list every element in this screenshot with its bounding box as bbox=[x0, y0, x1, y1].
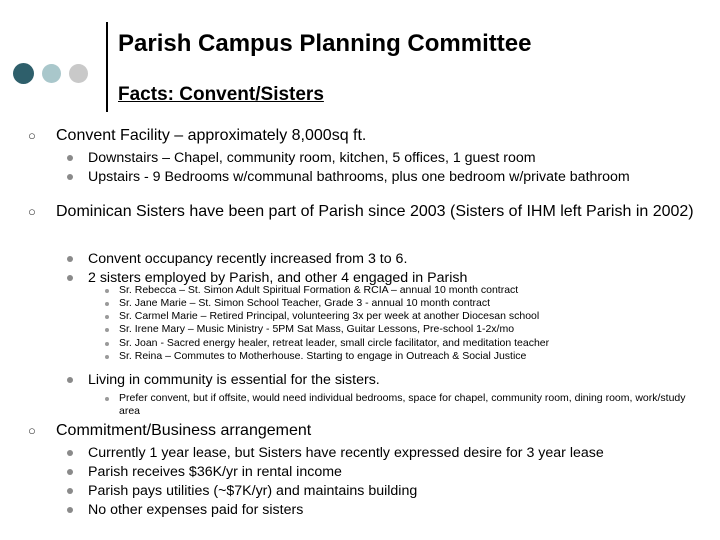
dot-bullet-icon bbox=[67, 377, 73, 383]
ring-bullet-icon: ○ bbox=[28, 128, 36, 143]
section-heading: Commitment/Business arrangement bbox=[56, 422, 312, 439]
decorative-circle-light bbox=[42, 64, 61, 83]
ring-bullet-icon: ○ bbox=[28, 204, 36, 219]
small-bullet-icon bbox=[105, 302, 109, 306]
dot-bullet-icon bbox=[67, 155, 73, 161]
small-bullet-icon bbox=[105, 289, 109, 293]
dot-bullet-icon bbox=[67, 450, 73, 456]
dot-bullet-icon bbox=[67, 507, 73, 513]
small-bullet-icon bbox=[105, 397, 109, 401]
list-item: Downstairs – Chapel, community room, kitchen, 5 offices, 1 guest room bbox=[88, 150, 536, 166]
list-item: Parish pays utilities (~$7K/yr) and maintains building bbox=[88, 483, 418, 499]
title-divider-line bbox=[106, 22, 108, 112]
list-item: No other expenses paid for sisters bbox=[88, 502, 304, 518]
dot-bullet-icon bbox=[67, 488, 73, 494]
small-bullet-icon bbox=[105, 342, 109, 346]
sister-item: Sr. Jane Marie – St. Simon School Teacher, Grade 3 - annual 10 month contract bbox=[119, 297, 491, 309]
community-note: Prefer convent, but if offsite, would need individual bedrooms, space for chapel, community room, dining room, work/study area bbox=[119, 392, 686, 417]
list-item: Convent occupancy recently increased from 3 to 6. bbox=[88, 251, 408, 267]
dot-bullet-icon bbox=[67, 275, 73, 281]
decorative-circle-dark bbox=[13, 63, 34, 84]
decorative-circle-gray bbox=[69, 64, 88, 83]
ring-bullet-icon: ○ bbox=[28, 423, 36, 438]
section-heading: Convent Facility – approximately 8,000sq ft. bbox=[56, 127, 367, 144]
sister-item: Sr. Irene Mary – Music Ministry - 5PM Sat Mass, Guitar Lessons, Pre-school 1-2x/mo bbox=[119, 323, 515, 335]
slide-title: Parish Campus Planning Committee bbox=[118, 30, 532, 57]
list-item: Parish receives $36K/yr in rental income bbox=[88, 464, 342, 480]
sister-item: Sr. Carmel Marie – Retired Principal, volunteering 3x per week at another Diocesan school bbox=[119, 310, 540, 322]
sister-item: Sr. Joan - Sacred energy healer, retreat leader, small circle facilitator, and meditation teacher bbox=[119, 337, 550, 349]
list-item: Living in community is essential for the sisters. bbox=[88, 372, 380, 388]
section-heading: Dominican Sisters have been part of Parish since 2003 (Sisters of IHM left Parish in 2002) bbox=[56, 203, 694, 220]
slide-subtitle: Facts: Convent/Sisters bbox=[118, 84, 324, 105]
small-bullet-icon bbox=[105, 355, 109, 359]
small-bullet-icon bbox=[105, 315, 109, 319]
list-item: Currently 1 year lease, but Sisters have recently expressed desire for 3 year lease bbox=[88, 445, 604, 461]
dot-bullet-icon bbox=[67, 174, 73, 180]
list-item: Upstairs - 9 Bedrooms w/communal bathrooms, plus one bedroom w/private bathroom bbox=[88, 169, 630, 185]
dot-bullet-icon bbox=[67, 469, 73, 475]
dot-bullet-icon bbox=[67, 256, 73, 262]
small-bullet-icon bbox=[105, 328, 109, 332]
list-item: 2 sisters employed by Parish, and other 4 engaged in Parish bbox=[88, 270, 468, 286]
sister-item: Sr. Rebecca – St. Simon Adult Spiritual Formation & RCIA – annual 10 month contract bbox=[119, 284, 519, 296]
sister-item: Sr. Reina – Commutes to Motherhouse. Starting to engage in Outreach & Social Justice bbox=[119, 350, 527, 362]
